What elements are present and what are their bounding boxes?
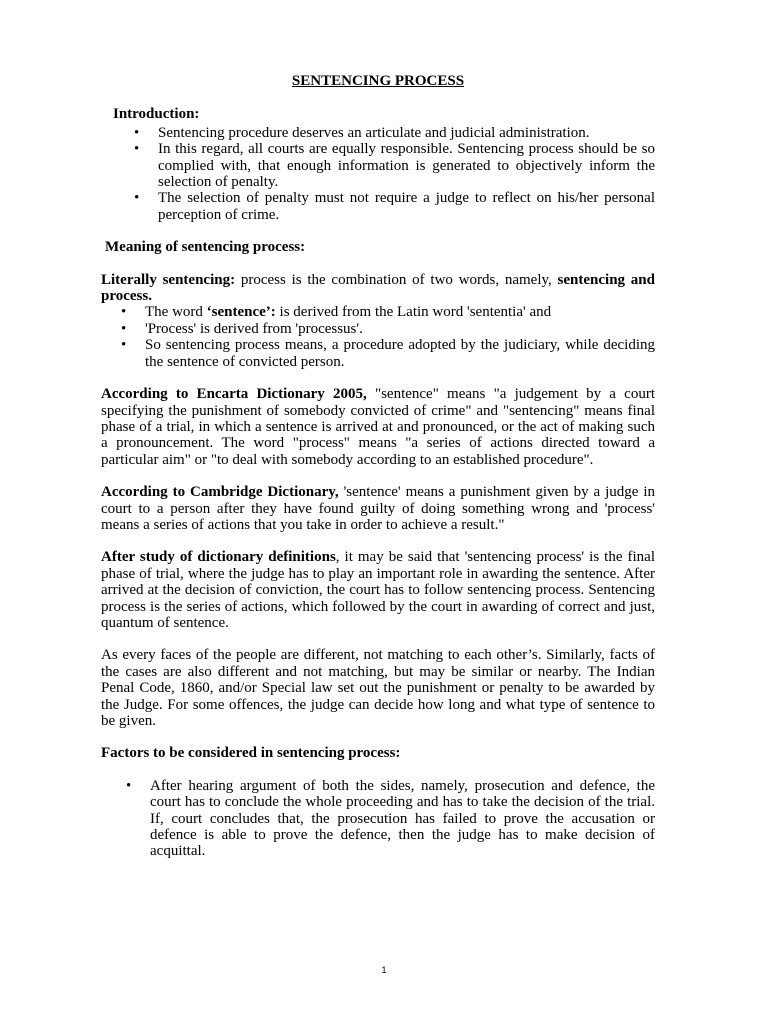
bullet-icon: •: [134, 124, 140, 141]
bullet-icon: •: [121, 304, 127, 321]
after-study-paragraph: After study of dictionary definitions, it may be said that 'sentencing process' is the final phase of trial, where the judge has to play an important role in awarding the sentence. After arrived at the decision of conviction, the court has to follow sentencing process. Sentencing process is the series of actions, which followed by the court in awarding of correct and just, quantum of sentence.: [101, 549, 655, 631]
faces-paragraph: As every faces of the people are different, not matching to each other’s. Similarly, facts of the cases are also different and not matching, but may be similar or nearby. The Indian Penal Code, 1860, and/or Special law set out the punishment or penalty to be awarded by the Judge. For some offences, the judge can decide how long and what type of sentence to be given.: [101, 647, 655, 729]
bullet-icon: •: [126, 777, 132, 794]
list-item: • In this regard, all courts are equally responsible. Sentencing process should be so complied with, that enough information is generated to objectively inform the selection of penalty.: [134, 141, 655, 191]
bullet-icon: •: [134, 190, 140, 207]
literal-paragraph: Literally sentencing: process is the combination of two words, namely, sentencing and process.: [101, 271, 655, 305]
meaning-heading: Meaning of sentencing process:: [105, 239, 306, 256]
introduction-list: [134, 125, 655, 223]
list-item: • After hearing argument of both the sides, namely, prosecution and defence, the court has to conclude the whole proceeding and has to take the decision of the trial. If, court concludes that, the prosecution has failed to prove the accusation or defence is able to prove the defence, then the judge has to make decision of acquittal.: [126, 777, 655, 860]
factors-list: [126, 778, 655, 860]
page-content: [101, 73, 655, 860]
introduction-heading: Introduction:: [113, 106, 200, 123]
page-title: SENTENCING PROCESS: [291, 73, 465, 89]
encarta-paragraph: According to Encarta Dictionary 2005, "sentence" means "a judgement by a court specifying the punishment of somebody convicted of crime" and "sentencing" means final phase of a trial, in which a sentence is arrived at and pronounced, or the act of making such a pronouncement. The word "process" means "a series of actions directed toward a particular aim" or "to deal with somebody according to an established procedure".: [101, 386, 655, 468]
meaning-list: [121, 304, 655, 370]
bullet-icon: •: [121, 320, 127, 337]
list-item: • The selection of penalty must not require a judge to reflect on his/her personal perception of crime.: [134, 190, 655, 223]
cambridge-paragraph: According to Cambridge Dictionary, 'sentence' means a punishment given by a judge in court to a person after they have found guilty of doing something wrong and 'process' means a series of actions that you take in order to achieve a result.": [101, 484, 655, 533]
list-item: • The word ‘sentence’: is derived from the Latin word 'sententia' and: [121, 304, 552, 321]
list-item: • So sentencing process means, a procedure adopted by the judiciary, while deciding the sentence of convicted person.: [121, 337, 655, 370]
bullet-icon: •: [121, 337, 127, 354]
factors-heading: Factors to be considered in sentencing process:: [101, 745, 401, 762]
bullet-icon: •: [134, 141, 140, 158]
page-number: 1: [381, 965, 387, 975]
list-item: • 'Process' is derived from 'processus'.: [121, 320, 363, 337]
list-item: • Sentencing procedure deserves an articulate and judicial administration.: [134, 124, 590, 141]
